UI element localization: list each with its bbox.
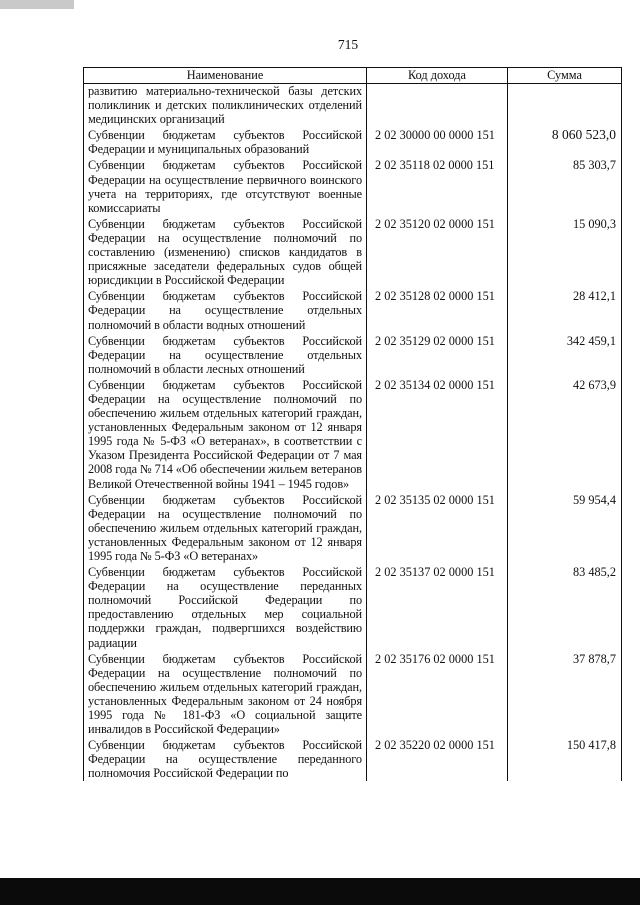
row-code: 2 02 35220 02 0000 151 [367,736,508,780]
scan-edge-mark [0,0,74,9]
table-row [84,563,622,650]
row-sum: 150 417,8 [508,736,622,780]
row-code: 2 02 35134 02 0000 151 [367,376,508,491]
header-code: Код дохода [367,68,508,84]
revenue-table [83,67,622,781]
row-code [367,84,508,127]
row-name: Субвенции бюджетам субъектов Российской Федерации на осуществление полномочий по составлению (изменению) списков кандидатов в присяжные заседатели федеральных судов общей юрисдикции в Российской Федерации [84,215,367,287]
row-sum: 342 459,1 [508,332,622,376]
row-code: 2 02 35135 02 0000 151 [367,491,508,563]
row-name: Субвенции бюджетам субъектов Российской Федерации на осуществление переданного полномочия Российской Федерации по [84,736,367,780]
table-row [84,491,622,563]
table-row [84,376,622,491]
header-name: Наименование [84,68,367,84]
row-code: 2 02 35176 02 0000 151 [367,650,508,737]
row-name: Субвенции бюджетам субъектов Российской Федерации на осуществление полномочий по обеспечению жильем отдельных категорий граждан, установленных Федеральным законом от 24 ноября 1995 года № 181-ФЗ «О социальной защите инвалидов в Российской Федерации» [84,650,367,737]
row-name: Субвенции бюджетам субъектов Российской Федерации на осуществление переданных полномочий Российской Федерации по предоставлению отдельных мер социальной поддержки граждан, подвергшихся воздействию радиации [84,563,367,650]
row-code: 2 02 35120 02 0000 151 [367,215,508,287]
row-sum: 28 412,1 [508,287,622,331]
table-row [84,84,622,127]
row-sum: 37 878,7 [508,650,622,737]
row-sum-cell [508,126,622,156]
row-sum: 59 954,4 [508,491,622,563]
table-row [84,332,622,376]
row-name: Субвенции бюджетам субъектов Российской Федерации и муниципальных образований [84,126,367,156]
row-code: 2 02 35137 02 0000 151 [367,563,508,650]
row-sum: 15 090,3 [508,215,622,287]
table-row [84,287,622,331]
table-row [84,736,622,780]
row-sum: 83 485,2 [508,563,622,650]
header-sum: Сумма [508,68,622,84]
table-row [84,650,622,737]
table-row [84,156,622,214]
row-name: Субвенции бюджетам субъектов Российской Федерации на осуществление отдельных полномочий в области лесных отношений [84,332,367,376]
table-row [84,215,622,287]
row-name: Субвенции бюджетам субъектов Российской Федерации на осуществление полномочий по обеспечению жильем отдельных категорий граждан, установленных Федеральным законом от 12 января 1995 года № 5-ФЗ «О ветеранах» [84,491,367,563]
row-code: 2 02 35128 02 0000 151 [367,287,508,331]
row-code: 2 02 30000 00 0000 151 [367,126,508,156]
row-code: 2 02 35129 02 0000 151 [367,332,508,376]
scan-bottom-edge [0,878,640,905]
row-sum: 8 060 523,0 [551,127,616,143]
table-row [84,126,622,156]
row-code: 2 02 35118 02 0000 151 [367,156,508,214]
row-sum [508,84,622,127]
table-header-row [84,68,622,84]
row-sum: 85 303,7 [508,156,622,214]
row-name: Субвенции бюджетам субъектов Российской Федерации на осуществление первичного воинского учета на территориях, где отсутствуют военные комиссариаты [84,156,367,214]
row-name: развитию материально-технической базы детских поликлиник и детских поликлинических отделений медицинских организаций [84,84,367,127]
row-name: Субвенции бюджетам субъектов Российской Федерации на осуществление отдельных полномочий в области водных отношений [84,287,367,331]
row-name: Субвенции бюджетам субъектов Российской Федерации на осуществление полномочий по обеспечению жильем отдельных категорий граждан, установленных Федеральным законом от 12 января 1995 года № 5-ФЗ «О ветеранах», в соответствии с Указом Президента Российской Федерации от 7 мая 2008 года № 714 «Об обеспечении жильем ветеранов Великой Отечественной войны 1941 – 1945 годов» [84,376,367,491]
row-sum: 42 673,9 [508,376,622,491]
page-number: 715 [337,37,359,52]
